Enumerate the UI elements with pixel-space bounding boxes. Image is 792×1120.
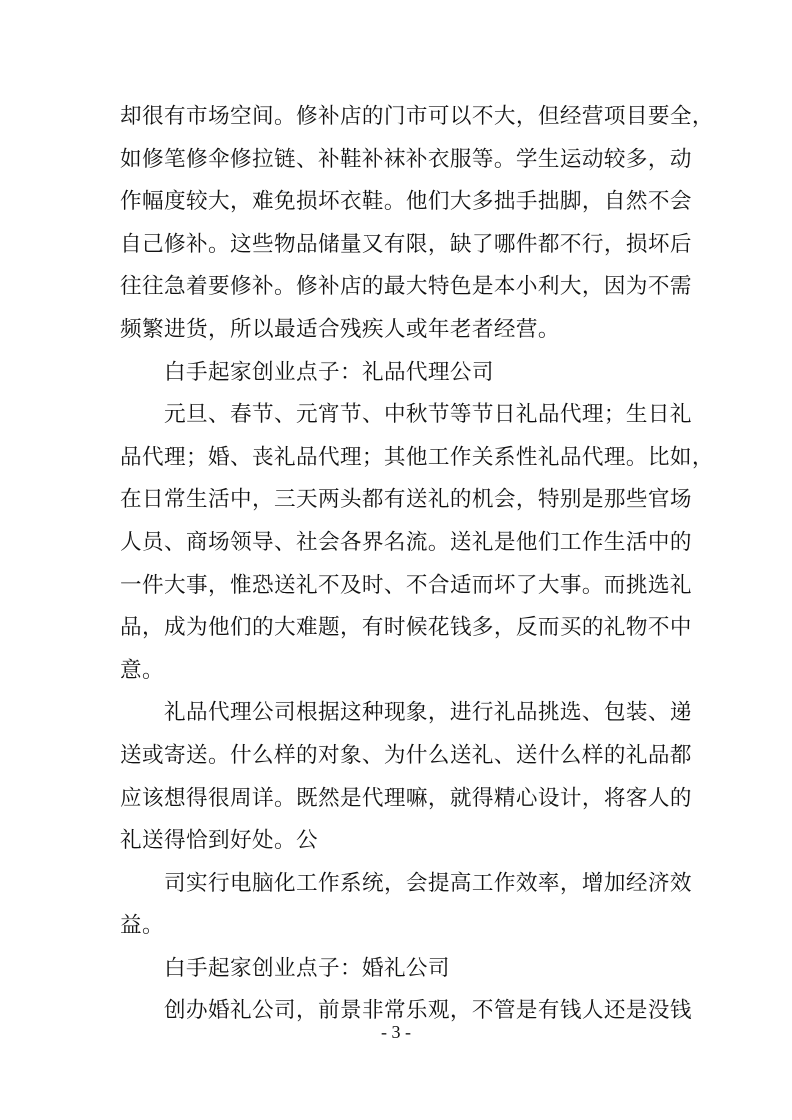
- text-line: 意。: [120, 657, 164, 683]
- text-line: 品，成为他们的大难题，有时候花钱多，反而买的礼物不中: [120, 615, 692, 641]
- text-line: 创办婚礼公司，前景非常乐观，不管是有钱人还是没钱: [164, 998, 692, 1024]
- text-line: 作幅度较大，难免损坏衣鞋。他们大多拙手拙脚，自然不会: [120, 189, 692, 215]
- text-line: 礼送得恰到好处。公: [120, 828, 318, 854]
- text-line: 品代理；婚、丧礼品代理；其他工作关系性礼品代理。比如，: [120, 444, 714, 470]
- page-number: - 3 -: [381, 1022, 411, 1042]
- text-line: 人员、商场领导、社会各界名流。送礼是他们工作生活中的: [120, 529, 692, 555]
- text-line: 一件大事，惟恐送礼不及时、不合适而坏了大事。而挑选礼: [120, 572, 692, 598]
- text-line: 礼品代理公司根据这种现象，进行礼品挑选、包装、递: [164, 700, 692, 726]
- text-line: 应该想得很周详。既然是代理嘛，就得精心设计，将客人的: [120, 785, 692, 811]
- section-heading-gift-agency: 白手起家创业点子：礼品代理公司: [164, 359, 494, 385]
- text-line: 频繁进货，所以最适合残疾人或年老者经营。: [120, 316, 560, 342]
- text-line: 元旦、春节、元宵节、中秋节等节日礼品代理；生日礼: [164, 402, 692, 428]
- text-line: 送或寄送。什么样的对象、为什么送礼、送什么样的礼品都: [120, 742, 692, 768]
- document-body: [120, 96, 714, 1033]
- text-line: 在日常生活中，三天两头都有送礼的机会，特别是那些官场: [120, 487, 692, 513]
- section-heading-wedding-company: 白手起家创业点子：婚礼公司: [164, 955, 450, 981]
- text-line: 往往急着要修补。修补店的最大特色是本小利大，因为不需: [120, 274, 692, 300]
- text-line: 如修笔修伞修拉链、补鞋补袜补衣服等。学生运动较多，动: [120, 146, 692, 172]
- text-line: 益。: [120, 913, 164, 939]
- text-line: 自己修补。这些物品储量又有限，缺了哪件都不行，损坏后: [120, 231, 692, 257]
- text-line: 却很有市场空间。修补店的门市可以不大，但经营项目要全，: [120, 104, 714, 129]
- text-line: 司实行电脑化工作系统，会提高工作效率，增加经济效: [164, 870, 692, 896]
